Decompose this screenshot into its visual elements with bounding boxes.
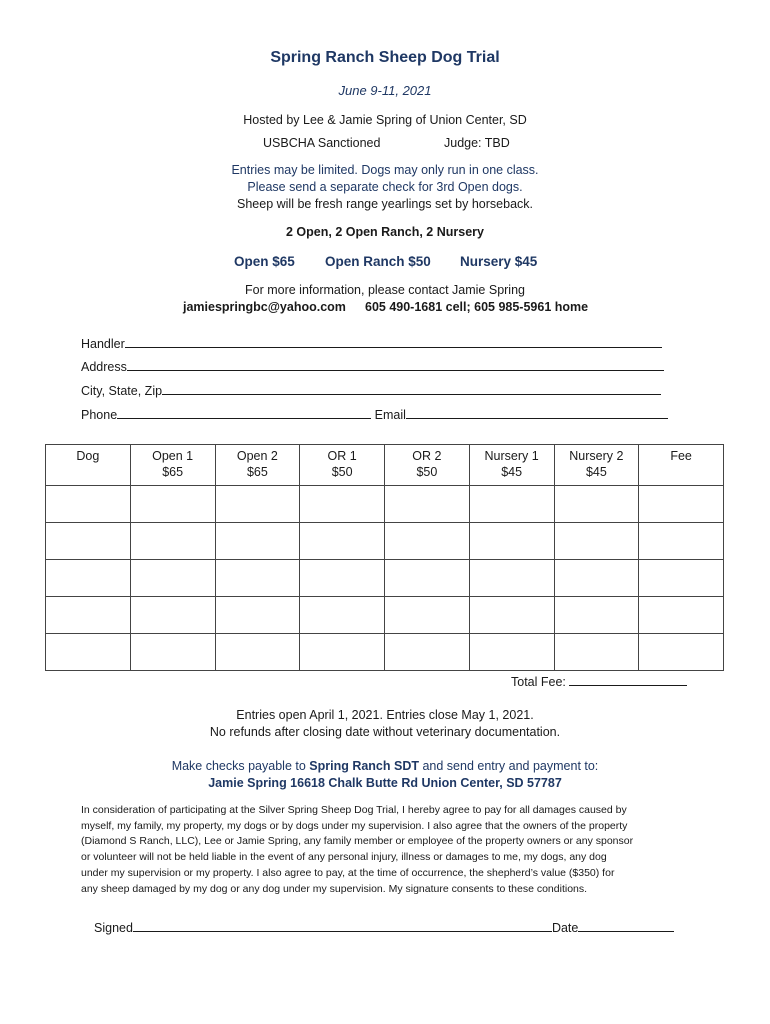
entries-dates: Entries open April 1, 2021. Entries close May 1, 2021. [236, 708, 534, 722]
handler-field[interactable] [81, 335, 662, 351]
table-cell[interactable] [639, 560, 724, 597]
table-cell[interactable] [130, 597, 215, 634]
col-nursery-2: Nursery 2 $45 [554, 445, 639, 486]
payee-name: Spring Ranch SDT [309, 759, 419, 773]
signature-line[interactable] [133, 919, 552, 932]
table-cell[interactable] [385, 523, 470, 560]
signature-field[interactable] [94, 919, 674, 935]
entry-table [45, 444, 724, 671]
table-cell[interactable] [130, 560, 215, 597]
mailing-address: Jamie Spring 16618 Chalk Butte Rd Union Center, SD 57787 [208, 776, 562, 790]
contact-intro: For more information, please contact Jamie Spring [245, 283, 525, 297]
city-state-zip-field[interactable] [81, 382, 661, 398]
table-cell[interactable] [554, 486, 639, 523]
event-dates: June 9-11, 2021 [338, 83, 432, 98]
table-cell[interactable] [300, 486, 385, 523]
table-cell[interactable] [469, 560, 554, 597]
table-row [46, 634, 724, 671]
table-cell[interactable] [215, 634, 300, 671]
handler-label: Handler [81, 337, 125, 351]
table-cell[interactable] [215, 560, 300, 597]
refund-policy: No refunds after closing date without veterinary documentation. [209, 725, 561, 739]
email-line[interactable] [406, 406, 668, 419]
date-line[interactable] [578, 919, 674, 932]
col-open-1: Open 1 $65 [130, 445, 215, 486]
price-open: Open $65 [234, 254, 295, 269]
address-field[interactable] [81, 358, 664, 374]
col-open-2: Open 2 $65 [215, 445, 300, 486]
table-cell[interactable] [46, 560, 131, 597]
table-cell[interactable] [46, 523, 131, 560]
table-cell[interactable] [469, 486, 554, 523]
table-cell[interactable] [130, 634, 215, 671]
sanction-status: USBCHA Sanctioned [263, 136, 381, 150]
separate-check-note: Please send a separate check for 3rd Open dogs. [247, 180, 523, 194]
total-fee-label: Total Fee: [511, 675, 566, 689]
col-nursery-1: Nursery 1 $45 [469, 445, 554, 486]
table-cell[interactable] [385, 634, 470, 671]
entry-limit-note: Entries may be limited. Dogs may only run in one class. [231, 163, 539, 177]
phone-email-field[interactable] [81, 406, 668, 422]
total-fee-line[interactable] [569, 673, 687, 686]
table-cell[interactable] [385, 486, 470, 523]
phone-line[interactable] [117, 406, 371, 419]
address-label: Address [81, 360, 127, 374]
liability-waiver: In consideration of participating at the Silver Spring Sheep Dog Trial, I hereby agree to pay for all damages caused by myself, my family, my property, my dogs or by dogs under my supervision. I also agree that the owners of the property (Diamond S Ranch, LLC), Lee or Jamie Spring, any family member or employee of the property owners or any sponsor or volunteer will not be held liable in the event of any personal injury, illness or damages to me, my dogs, any dog under my supervision or my property. I also agree to pay, at the time of occurrence, the shepherd’s value ($350) for any sheep damaged by my dog or any dog under my supervision. My signature consents to these conditions. [81, 804, 634, 895]
table-row [46, 486, 724, 523]
contact-email[interactable]: jamiespringbc@yahoo.com [183, 300, 346, 314]
table-row [46, 523, 724, 560]
table-cell[interactable] [385, 597, 470, 634]
email-label: Email [374, 408, 406, 422]
phone-label: Phone [81, 408, 118, 422]
city-line[interactable] [162, 382, 661, 395]
table-cell[interactable] [469, 523, 554, 560]
table-cell[interactable] [385, 560, 470, 597]
col-dog: Dog [46, 445, 131, 486]
judge-info: Judge: TBD [444, 136, 510, 150]
total-fee[interactable] [511, 673, 687, 689]
table-cell[interactable] [130, 486, 215, 523]
price-open-ranch: Open Ranch $50 [325, 254, 431, 269]
address-line[interactable] [127, 358, 664, 371]
price-nursery: Nursery $45 [460, 254, 538, 269]
class-summary: 2 Open, 2 Open Ranch, 2 Nursery [286, 225, 484, 239]
table-cell[interactable] [300, 634, 385, 671]
table-cell[interactable] [554, 523, 639, 560]
table-cell[interactable] [46, 486, 131, 523]
payment-instructions: Make checks payable to Spring Ranch SDT and send entry and payment to: [171, 759, 599, 773]
col-or-2: OR 2 $50 [385, 445, 470, 486]
handler-line[interactable] [125, 335, 662, 348]
col-or-1: OR 1 $50 [300, 445, 385, 486]
table-cell[interactable] [46, 634, 131, 671]
table-cell[interactable] [639, 634, 724, 671]
table-cell[interactable] [469, 597, 554, 634]
table-cell[interactable] [469, 634, 554, 671]
page-title: Spring Ranch Sheep Dog Trial [270, 49, 500, 66]
table-cell[interactable] [215, 486, 300, 523]
table-cell[interactable] [639, 597, 724, 634]
table-cell[interactable] [46, 597, 131, 634]
city-label: City, State, Zip [81, 384, 163, 398]
table-cell[interactable] [300, 560, 385, 597]
col-fee: Fee [639, 445, 724, 486]
table-cell[interactable] [639, 523, 724, 560]
signed-label: Signed [94, 921, 133, 935]
date-label: Date [551, 921, 579, 935]
table-cell[interactable] [130, 523, 215, 560]
table-cell[interactable] [554, 597, 639, 634]
sheep-note: Sheep will be fresh range yearlings set by horseback. [237, 197, 533, 211]
table-cell[interactable] [300, 523, 385, 560]
table-cell[interactable] [215, 523, 300, 560]
table-cell[interactable] [554, 560, 639, 597]
table-cell[interactable] [639, 486, 724, 523]
table-row [46, 597, 724, 634]
table-cell[interactable] [554, 634, 639, 671]
table-cell[interactable] [215, 597, 300, 634]
table-header-row [46, 445, 724, 486]
hosted-by: Hosted by Lee & Jamie Spring of Union Center, SD [243, 113, 527, 127]
contact-phones: 605 490-1681 cell; 605 985-5961 home [365, 300, 589, 314]
table-cell[interactable] [300, 597, 385, 634]
table-row [46, 560, 724, 597]
